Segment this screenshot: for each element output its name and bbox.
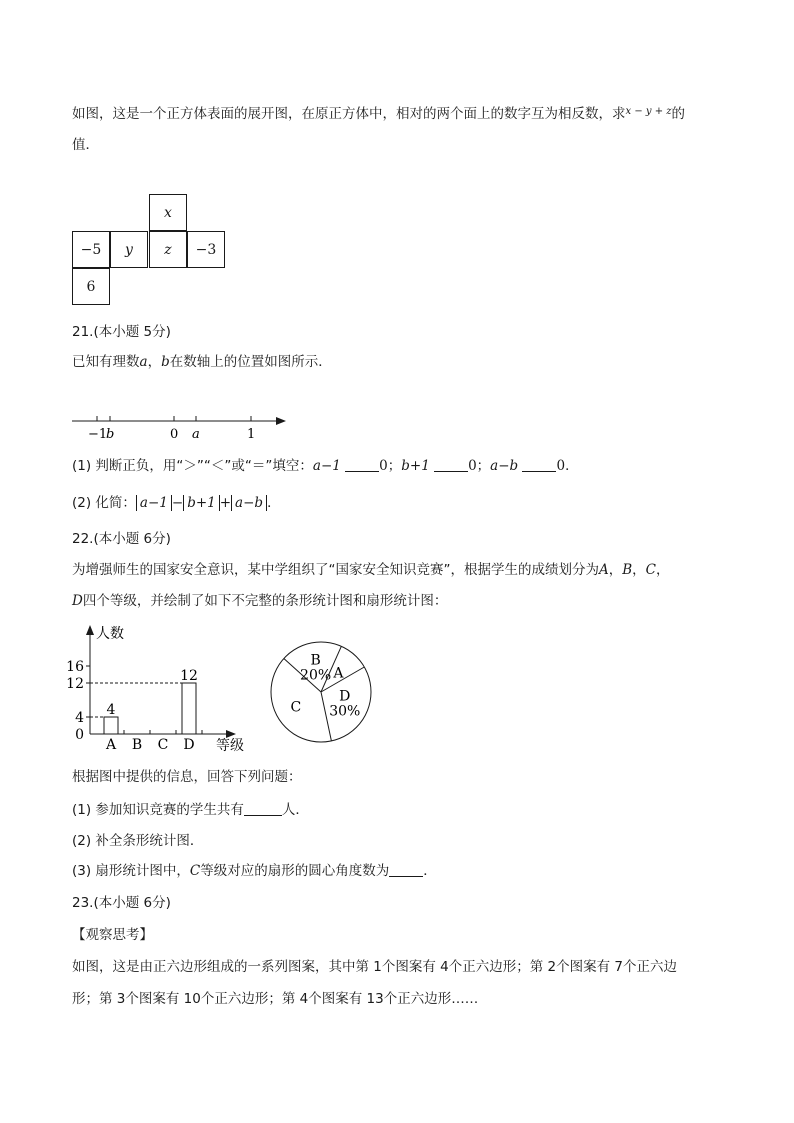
number-line-label-a: a <box>192 427 200 442</box>
bar-chart-ytick-label: 16 <box>66 659 84 675</box>
q22-grade-c: C <box>645 562 657 578</box>
number-line-label-0: 0 <box>170 427 179 442</box>
q21-stem-pre: 已知有理数 <box>72 354 140 370</box>
number-line-label-b: b <box>106 427 115 442</box>
q22-part3 <box>72 862 437 880</box>
q21-op-2: + <box>219 495 232 511</box>
bar-value-label: 4 <box>106 702 116 718</box>
cube-cell-neg5: −5 <box>72 231 110 268</box>
pie-label-B: B <box>310 652 321 669</box>
q21-part2-prefix: (2) 化简： <box>72 495 136 511</box>
cube-cell-z: z <box>149 231 187 268</box>
q22-grade-b: B <box>622 562 633 578</box>
q21-part2 <box>72 494 281 512</box>
intro-line-1 <box>72 103 685 123</box>
bar-chart-x-arrow <box>226 730 236 738</box>
q23-title: 【观察思考】 <box>72 927 153 943</box>
number-line-label-neg1: −1 <box>88 427 108 442</box>
cube-cell-6: 6 <box>72 268 110 305</box>
q22-part3-c: C <box>189 863 201 879</box>
q23-line1: 如图，这是由正六边形组成的一系列图案，其中第 1个图案有 4个正六边形；第 2个图案有 7个正六边 <box>72 959 678 975</box>
q22-comma-2: ， <box>632 562 646 578</box>
bar-chart-xlabel: 等级 <box>216 738 244 754</box>
q21-part1-z2: 0； <box>468 458 491 474</box>
q21-part2-end: ． <box>267 495 281 511</box>
bar-chart-category-label: C <box>157 737 169 753</box>
cube-cell-neg3: −3 <box>187 231 225 268</box>
number-line <box>68 408 308 448</box>
q21-abs-2: b+1 <box>183 495 220 511</box>
q21-var-a: a <box>139 354 148 370</box>
pie-percent-B: 20% <box>300 667 332 684</box>
q22-stem-line2 <box>72 592 447 610</box>
bar-chart <box>58 618 258 758</box>
q22-header: 22.(本小题 6分) <box>72 531 171 547</box>
intro-text: 如图，这是一个正方体表面的展开图，在原正方体中，相对的两个面上的数字互为相反数，求 <box>72 106 626 122</box>
bar-chart-ytick-label: 0 <box>75 727 84 743</box>
bar-chart-ytick-label: 12 <box>66 676 84 692</box>
pie-percent-D: 30% <box>329 703 361 720</box>
q21-stem <box>72 353 332 371</box>
intro-expression: x − y + z <box>625 106 672 117</box>
number-line-label-1: 1 <box>247 427 256 442</box>
q23-line2: 形；第 3个图案有 10个正六边形；第 4个图案有 13个正六边形…… <box>72 991 479 1007</box>
q21-blank-2[interactable] <box>434 457 468 472</box>
bar-chart-ylabel: 人数 <box>96 626 124 642</box>
q21-part1-z3: 0． <box>556 458 579 474</box>
q22-part3-pre: (3) 扇形统计图中， <box>72 863 190 879</box>
pie-label-A: A <box>333 665 344 682</box>
bar-value-label: 12 <box>180 668 198 684</box>
pie-chart <box>266 637 376 747</box>
q21-var-b: b <box>161 354 170 370</box>
bar-chart-ytick-label: 4 <box>75 710 84 726</box>
pie-label-C: C <box>290 699 302 716</box>
bar-chart-y-arrow <box>86 625 94 635</box>
q22-part3-end: ． <box>423 863 437 879</box>
q21-stem-post: 在数轴上的位置如图所示． <box>169 354 332 370</box>
q21-blank-1[interactable] <box>345 457 379 472</box>
q22-comma-1: ， <box>608 562 623 578</box>
q22-part1-pre: (1) 参加知识竞赛的学生共有 <box>72 802 244 818</box>
q21-part1-expr1: a−1 <box>312 458 341 474</box>
q22-blank-2[interactable] <box>389 862 423 877</box>
q21-abs-3: a−b <box>231 495 267 511</box>
q22-after: 根据图中提供的信息，回答下列问题： <box>72 769 302 785</box>
q22-grade-a: A <box>599 562 609 578</box>
intro-line-2: 值． <box>72 137 99 153</box>
q21-part1-expr3: a−b <box>490 458 519 474</box>
bar-chart-category-label: A <box>105 737 117 753</box>
q22-part1 <box>72 801 309 819</box>
q21-part1-prefix: (1) 判断正负，用“＞”“＜”或“＝”填空： <box>72 458 313 474</box>
q21-blank-3[interactable] <box>522 457 556 472</box>
q22-stem-line1 <box>72 561 670 579</box>
q21-abs-1: a−1 <box>136 495 172 511</box>
q21-sep: ， <box>147 354 162 370</box>
cube-cell-y: y <box>110 231 148 268</box>
q22-part3-post: 等级对应的扇形的圆心角度数为 <box>200 863 390 879</box>
intro-suffix: 的 <box>671 106 686 122</box>
q22-comma-3: ， <box>656 562 670 578</box>
q21-part1-expr2: b+1 <box>401 458 430 474</box>
q22-stem-line2-text: 四个等级，并绘制了如下不完整的条形统计图和扇形统计图： <box>82 593 448 609</box>
bar-D <box>182 683 196 734</box>
q22-stem-text: 为增强师生的国家安全意识，某中学组织了“国家安全知识竞赛”，根据学生的成绩划分为 <box>72 562 599 578</box>
q21-part1-z1: 0； <box>379 458 402 474</box>
q22-part2: (2) 补全条形统计图． <box>72 833 204 849</box>
q22-grade-d: D <box>72 593 83 609</box>
q21-op-1: − <box>171 495 184 511</box>
q23-header: 23.(本小题 6分) <box>72 895 171 911</box>
q21-header: 21.(本小题 5分) <box>72 324 171 340</box>
q22-part1-post: 人． <box>281 802 309 818</box>
bar-chart-category-label: B <box>131 737 143 753</box>
cube-cell-x: x <box>149 194 187 231</box>
q21-part1 <box>72 457 579 475</box>
pie-label-D: D <box>339 688 351 705</box>
bar-chart-category-label: D <box>183 737 195 753</box>
bar-A <box>104 717 118 734</box>
q22-blank-1[interactable] <box>244 801 282 816</box>
